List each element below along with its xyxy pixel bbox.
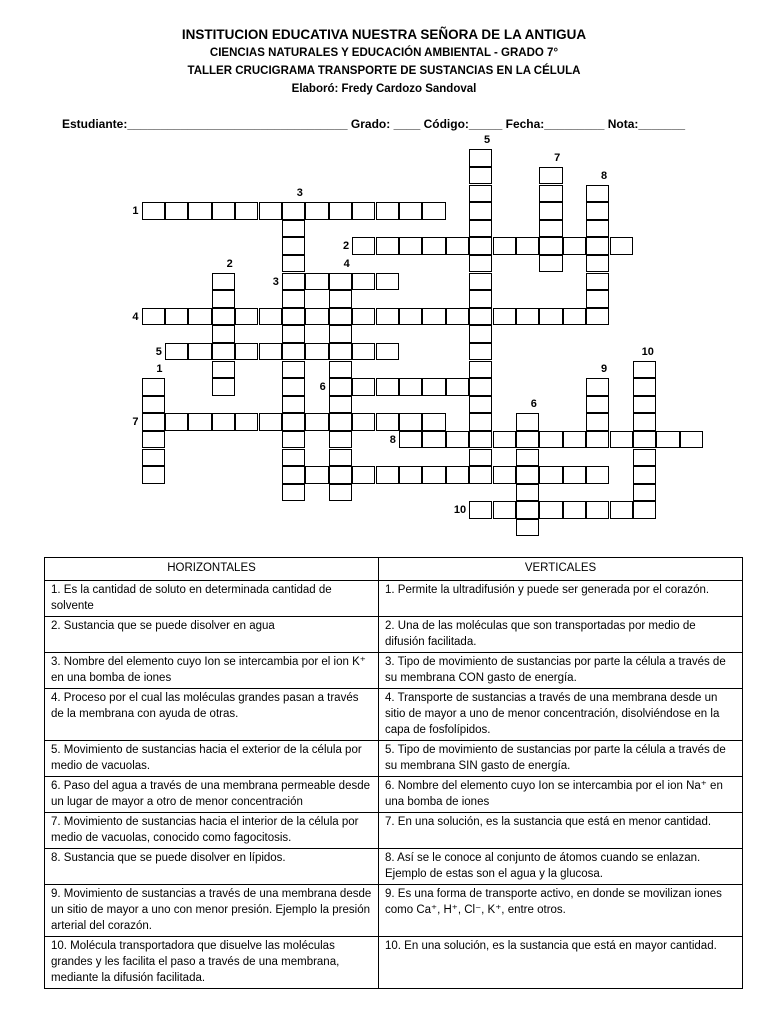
crossword-cell[interactable] [329,378,352,396]
crossword-cell[interactable] [469,237,492,255]
crossword-cell[interactable] [469,343,492,361]
clue-number-vertical-6: 6 [530,398,537,411]
crossword-cell[interactable] [516,237,539,255]
crossword-cell[interactable] [352,308,375,326]
crossword-cell[interactable] [165,413,188,431]
horizontal-clue: 5. Movimiento de sustancias hacia el exterior de la célula por medio de vacuolas. [45,741,379,777]
crossword-cell[interactable] [539,308,562,326]
crossword-cell[interactable] [469,255,492,273]
workshop-title: TALLER CRUCIGRAMA TRANSPORTE DE SUSTANCIAS EN LA CÉLULA [187,65,581,77]
vertical-clue: 9. Es una forma de transporte activo, en donde se movilizan iones como Ca⁺, H⁺, Cl⁻, K⁺, entre otros. [379,885,743,937]
horizontal-clue: 8. Sustancia que se puede disolver en lípidos. [45,849,379,885]
crossword-cell[interactable] [259,202,282,220]
crossword-cell[interactable] [376,413,399,431]
crossword-cell[interactable] [282,396,305,414]
crossword-cell[interactable] [469,290,492,308]
vertical-clue: 3. Tipo de movimiento de sustancias por parte la célula a través de su membrana CON gasto de energía. [379,653,743,689]
vertical-clue: 4. Transporte de sustancias a través de una membrana desde un sitio de mayor a uno de menor concentración, disolviéndose en la capa de fosfolípidos. [379,689,743,741]
clue-row [45,937,743,989]
crossword-cell[interactable] [516,449,539,467]
crossword-cell[interactable] [539,501,562,519]
crossword-cell[interactable] [586,413,609,431]
crossword-cell[interactable] [633,396,656,414]
crossword-cell[interactable] [305,308,328,326]
crossword-cell[interactable] [586,255,609,273]
crossword-cell[interactable] [422,237,445,255]
crossword-cell[interactable] [235,308,258,326]
crossword-cell[interactable] [212,413,235,431]
crossword-cell[interactable] [586,290,609,308]
crossword-cell[interactable] [142,308,165,326]
crossword-cell[interactable] [212,343,235,361]
crossword-cell[interactable] [586,396,609,414]
crossword-cell[interactable] [376,308,399,326]
crossword-cell[interactable] [610,237,633,255]
crossword-cell[interactable] [329,466,352,484]
crossword-cell[interactable] [586,308,609,326]
crossword-cell[interactable] [282,273,305,291]
clue-number-vertical-1: 1 [156,363,163,376]
crossword-cell[interactable] [563,466,586,484]
crossword-cell[interactable] [142,413,165,431]
crossword-cell[interactable] [376,237,399,255]
crossword-cell[interactable] [446,466,469,484]
crossword-cell[interactable] [305,273,328,291]
horizontal-clue: 1. Es la cantidad de soluto en determinada cantidad de solvente [45,581,379,617]
crossword-cell[interactable] [376,343,399,361]
horizontal-clue: 3. Nombre del elemento cuyo Ion se intercambia por el ion K⁺ en una bomba de iones [45,653,379,689]
crossword-cell[interactable] [586,501,609,519]
crossword-cell[interactable] [282,466,305,484]
crossword-cell[interactable] [329,308,352,326]
crossword-cell[interactable] [212,325,235,343]
vertical-clue: 5. Tipo de movimiento de sustancias por parte la célula a través de su membrana SIN gasto de energía. [379,741,743,777]
crossword-cell[interactable] [399,202,422,220]
crossword-cell[interactable] [586,466,609,484]
vertical-header: VERTICALES [379,558,743,581]
crossword-cell[interactable] [633,449,656,467]
crossword-cell[interactable] [305,202,328,220]
crossword-cell[interactable] [563,501,586,519]
school-title: INSTITUCION EDUCATIVA NUESTRA SEÑORA DE LA ANTIGUA [181,27,587,42]
crossword-cell[interactable] [516,308,539,326]
crossword-cell[interactable] [376,273,399,291]
subject-title: CIENCIAS NATURALES Y EDUCACIÓN AMBIENTAL - GRADO 7° [209,47,559,59]
crossword-cell[interactable] [282,290,305,308]
crossword-cell[interactable] [399,431,422,449]
crossword-cell[interactable] [282,325,305,343]
clue-number-horizontal-10: 10 [453,504,467,517]
crossword-cell[interactable] [422,466,445,484]
crossword-cell[interactable] [656,431,679,449]
crossword-cell[interactable] [446,378,469,396]
vertical-clue: 8. Así se le conoce al conjunto de átomos cuando se enlazan. Ejemplo de estas son el agua y la glucosa. [379,849,743,885]
crossword-cell[interactable] [329,202,352,220]
crossword-cell[interactable] [165,343,188,361]
crossword-cell[interactable] [399,378,422,396]
crossword-cell[interactable] [586,202,609,220]
crossword-cell[interactable] [376,202,399,220]
crossword-cell[interactable] [235,413,258,431]
crossword-cell[interactable] [352,343,375,361]
crossword-cell[interactable] [282,484,305,502]
crossword-cell[interactable] [586,273,609,291]
crossword-cell[interactable] [469,167,492,185]
crossword-cell[interactable] [352,378,375,396]
crossword-cell[interactable] [329,396,352,414]
clue-row [45,777,743,813]
crossword-cell[interactable] [422,202,445,220]
crossword-cell[interactable] [352,273,375,291]
clues-table [44,557,743,989]
crossword-cell[interactable] [633,431,656,449]
crossword-cell[interactable] [188,308,211,326]
student-info-line: Estudiante:_________________________________ Grado: ____ Código:_____ Fecha:_________ Nota:_______ [62,117,686,131]
crossword-cell[interactable] [282,361,305,379]
crossword-cell[interactable] [680,431,703,449]
clue-number-horizontal-5: 5 [155,345,162,358]
clue-row [45,849,743,885]
clue-row [45,653,743,689]
crossword-cell[interactable] [329,484,352,502]
crossword-cell[interactable] [376,378,399,396]
horizontal-clue: 7. Movimiento de sustancias hacia el interior de la célula por medio de vacuolas, conocido como fagocitosis. [45,813,379,849]
clue-row [45,885,743,937]
crossword-cell[interactable] [142,466,165,484]
crossword-cell[interactable] [610,501,633,519]
crossword-cell[interactable] [259,343,282,361]
crossword-cell[interactable] [399,413,422,431]
vertical-clue: 2. Una de las moléculas que son transportadas por medio de difusión facilitada. [379,617,743,653]
crossword-cell[interactable] [493,237,516,255]
crossword-cell[interactable] [142,396,165,414]
crossword-cell[interactable] [142,449,165,467]
crossword-cell[interactable] [633,466,656,484]
crossword-cell[interactable] [165,308,188,326]
clues-header-row [45,558,743,581]
crossword-cell[interactable] [142,378,165,396]
crossword-cell[interactable] [329,343,352,361]
horizontal-clue: 4. Proceso por el cual las moléculas grandes pasan a través de la membrana con ayuda de otras. [45,689,379,741]
crossword-cell[interactable] [329,413,352,431]
crossword-cell[interactable] [563,237,586,255]
crossword-cell[interactable] [493,431,516,449]
crossword-cell[interactable] [282,431,305,449]
crossword-cell[interactable] [633,361,656,379]
crossword-cell[interactable] [329,325,352,343]
clue-number-horizontal-2: 2 [342,240,350,253]
crossword-cell[interactable] [282,220,305,238]
crossword-cell[interactable] [282,202,305,220]
crossword-cell[interactable] [469,431,492,449]
crossword-cell[interactable] [422,308,445,326]
horizontal-clue: 10. Molécula transportadora que disuelve las moléculas grandes y les facilita el paso a través de una membrana, mediante la difusión facilitada. [45,937,379,989]
crossword-cell[interactable] [212,378,235,396]
crossword-cell[interactable] [516,466,539,484]
clue-number-horizontal-1: 1 [132,205,139,218]
crossword-cell[interactable] [633,501,656,519]
clue-number-vertical-3: 3 [296,187,303,200]
crossword-cell[interactable] [633,413,656,431]
crossword-cell[interactable] [469,413,492,431]
crossword-cell[interactable] [633,484,656,502]
crossword-cell[interactable] [282,449,305,467]
crossword-cell[interactable] [469,220,492,238]
clue-row [45,689,743,741]
crossword-cell[interactable] [469,396,492,414]
crossword-cell[interactable] [610,431,633,449]
crossword-cell[interactable] [259,308,282,326]
clue-number-horizontal-7: 7 [132,416,139,429]
horizontal-clue: 2. Sustancia que se puede disolver en agua [45,617,379,653]
crossword-cell[interactable] [539,185,562,203]
crossword-cell[interactable] [516,484,539,502]
crossword-cell[interactable] [188,202,211,220]
crossword-cell[interactable] [329,290,352,308]
crossword-cell[interactable] [329,431,352,449]
crossword-cell[interactable] [282,343,305,361]
crossword-cell[interactable] [188,343,211,361]
clue-row [45,741,743,777]
crossword-cell[interactable] [539,167,562,185]
clue-number-vertical-4: 4 [343,257,350,270]
crossword-cell[interactable] [469,325,492,343]
crossword-cell[interactable] [282,378,305,396]
crossword-cell[interactable] [305,466,328,484]
crossword-cell[interactable] [633,378,656,396]
crossword-cell[interactable] [516,501,539,519]
crossword-cell[interactable] [469,202,492,220]
clue-number-horizontal-4: 4 [132,310,139,323]
crossword-cell[interactable] [446,431,469,449]
crossword-cell[interactable] [586,431,609,449]
clue-row [45,581,743,617]
crossword-cell[interactable] [352,237,375,255]
clue-number-vertical-8: 8 [600,169,608,182]
crossword-cell[interactable] [446,237,469,255]
crossword-cell[interactable] [282,413,305,431]
crossword-cell[interactable] [212,273,235,291]
crossword-cell[interactable] [586,185,609,203]
crossword-cell[interactable] [235,343,258,361]
crossword-cell[interactable] [235,202,258,220]
crossword-cell[interactable] [539,431,562,449]
crossword-cell[interactable] [539,237,562,255]
crossword-cell[interactable] [352,413,375,431]
vertical-clue: 10. En una solución, es la sustancia que está en mayor cantidad. [379,937,743,989]
crossword-cell[interactable] [212,308,235,326]
crossword-cell[interactable] [539,220,562,238]
crossword-cell[interactable] [563,308,586,326]
crossword-cell[interactable] [469,501,492,519]
crossword-cell[interactable] [469,361,492,379]
horizontal-header: HORIZONTALES [45,558,379,581]
crossword-cell[interactable] [399,308,422,326]
crossword-cell[interactable] [422,413,445,431]
crossword-cell[interactable] [282,255,305,273]
crossword-cell[interactable] [352,466,375,484]
crossword-cell[interactable] [563,431,586,449]
clue-number-vertical-5: 5 [483,134,491,147]
crossword-cell[interactable] [142,202,165,220]
clue-row [45,813,743,849]
crossword-cell[interactable] [539,255,562,273]
crossword-cell[interactable] [469,273,492,291]
crossword-cell[interactable] [586,378,609,396]
crossword-cell[interactable] [188,413,211,431]
crossword-cell[interactable] [165,202,188,220]
clue-number-horizontal-6: 6 [319,381,326,394]
crossword-cell[interactable] [493,466,516,484]
vertical-clue: 7. En una solución, es la sustancia que está en menor cantidad. [379,813,743,849]
crossword-cell[interactable] [329,361,352,379]
crossword-cell[interactable] [446,308,469,326]
crossword-cell[interactable] [212,290,235,308]
crossword-cell[interactable] [282,308,305,326]
crossword-cell[interactable] [469,378,492,396]
crossword-cell[interactable] [469,308,492,326]
crossword-cell[interactable] [399,237,422,255]
vertical-clue: 1. Permite la ultradifusión y puede ser generada por el corazón. [379,581,743,617]
crossword-cell[interactable] [329,449,352,467]
clue-number-horizontal-3: 3 [272,275,279,288]
clue-number-horizontal-8: 8 [389,433,396,446]
crossword-cell[interactable] [516,431,539,449]
clue-number-vertical-7: 7 [554,151,561,164]
crossword-cell[interactable] [399,466,422,484]
crossword-cell[interactable] [516,519,539,537]
horizontal-clue: 9. Movimiento de sustancias a través de una membrana desde un sitio de mayor a uno con menor presión. Ejemplo la presión arterial del corazón. [45,885,379,937]
crossword-cell[interactable] [493,308,516,326]
author-line: Elaboró: Fredy Cardozo Sandoval [291,83,477,95]
crossword-cell[interactable] [586,220,609,238]
crossword-cell[interactable] [259,413,282,431]
crossword-cell[interactable] [305,343,328,361]
crossword-cell[interactable] [539,466,562,484]
crossword-cell[interactable] [376,466,399,484]
clue-number-vertical-10: 10 [641,345,654,358]
crossword-cell[interactable] [493,501,516,519]
clue-number-vertical-9: 9 [600,363,608,376]
horizontal-clue: 6. Paso del agua a través de una membrana permeable desde un lugar de mayor a otro de menor concentración [45,777,379,813]
crossword-cell[interactable] [469,449,492,467]
crossword-cell[interactable] [212,202,235,220]
crossword-cell[interactable] [305,413,328,431]
clue-number-vertical-2: 2 [226,257,233,270]
crossword-cell[interactable] [282,237,305,255]
crossword-cell[interactable] [142,431,165,449]
crossword-cell[interactable] [329,273,352,291]
crossword-cell[interactable] [469,466,492,484]
crossword-cell[interactable] [422,431,445,449]
crossword-cell[interactable] [586,237,609,255]
crossword-cell[interactable] [539,202,562,220]
crossword-cell[interactable] [212,361,235,379]
clue-row [45,617,743,653]
vertical-clue: 6. Nombre del elemento cuyo Ion se intercambia por el ion Na⁺ en una bomba de iones [379,777,743,813]
crossword-cell[interactable] [516,413,539,431]
crossword-cell[interactable] [422,378,445,396]
crossword-cell[interactable] [469,149,492,167]
crossword-cell[interactable] [352,202,375,220]
crossword-cell[interactable] [469,185,492,203]
